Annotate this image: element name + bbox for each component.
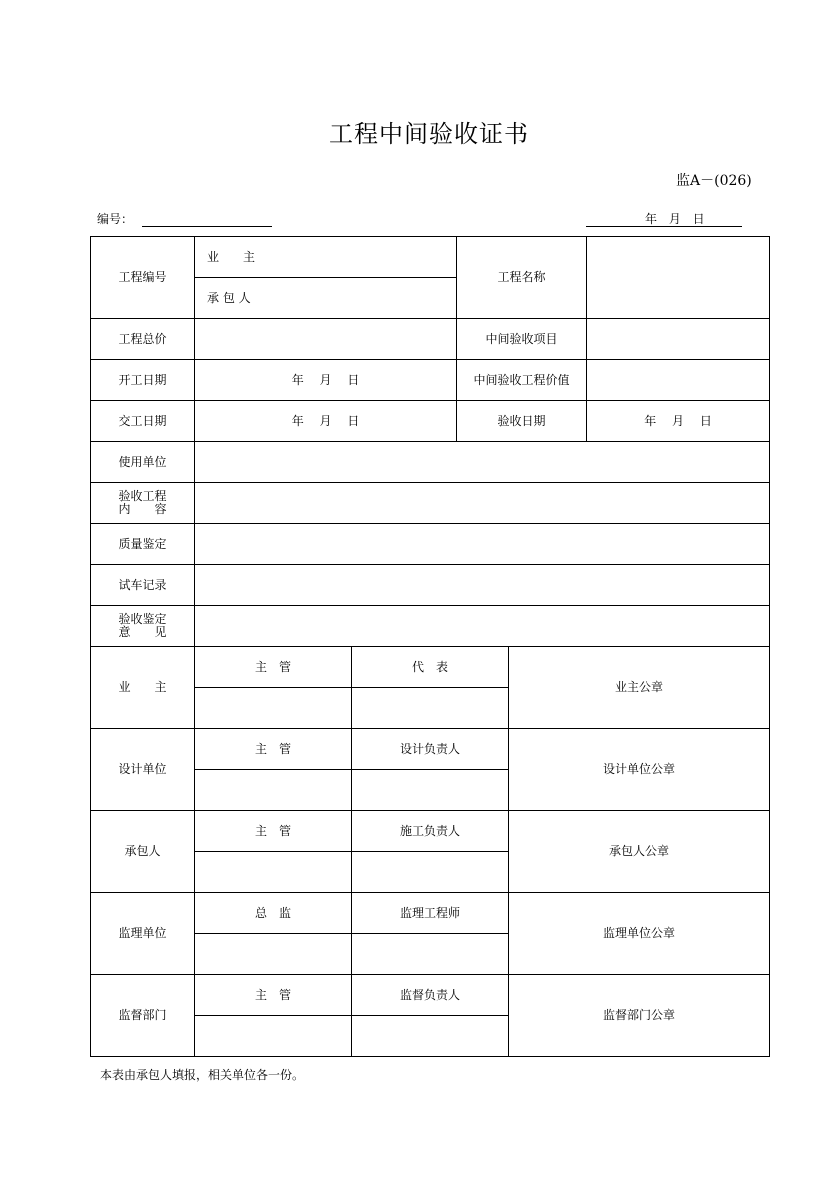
label-user-unit: 使用单位 (91, 442, 195, 483)
contractor-field[interactable]: 承 包 人 (195, 278, 457, 319)
sign-seal: 监督部门公章 (509, 975, 770, 1057)
sign-seal: 业主公章 (509, 647, 770, 729)
label-mid-item: 中间验收项目 (457, 319, 587, 360)
content-value[interactable] (195, 483, 770, 524)
label-project-no: 工程编号 (91, 237, 195, 319)
sign-role1: 主 管 (195, 647, 352, 688)
sign-role1-field[interactable] (195, 770, 352, 811)
sign-role2-field[interactable] (352, 1016, 509, 1057)
sign-role2: 设计负责人 (352, 729, 509, 770)
sign-role1-field[interactable] (195, 1016, 352, 1057)
sign-seal: 设计单位公章 (509, 729, 770, 811)
sign-role1: 主 管 (195, 975, 352, 1016)
label-opinion (91, 606, 195, 647)
sign-role2: 施工负责人 (352, 811, 509, 852)
sign-unit: 监理单位 (91, 893, 195, 975)
sign-role2-field[interactable] (352, 934, 509, 975)
quality-value[interactable] (195, 524, 770, 565)
opinion-line2: 意 见 (118, 625, 167, 639)
sign-role1: 主 管 (195, 811, 352, 852)
sign-role2-field[interactable] (352, 770, 509, 811)
accept-date-value[interactable]: 年 月 日 (587, 401, 770, 442)
number-field[interactable] (142, 226, 272, 227)
footer-note: 本表由承包人填报，相关单位各一份。 (100, 1068, 305, 1082)
start-date-value[interactable]: 年 月 日 (195, 360, 457, 401)
number-label: 编号： (97, 212, 134, 226)
form-code: 监A－(026) (676, 173, 752, 189)
sign-role2-field[interactable] (352, 852, 509, 893)
sign-role1-field[interactable] (195, 688, 352, 729)
mid-value-value[interactable] (587, 360, 770, 401)
total-price-value[interactable] (195, 319, 457, 360)
label-content (91, 483, 195, 524)
finish-date-value[interactable]: 年 月 日 (195, 401, 457, 442)
label-finish-date: 交工日期 (91, 401, 195, 442)
opinion-line1: 验收鉴定 (118, 612, 167, 626)
sign-role1: 总 监 (195, 893, 352, 934)
sign-role2: 监理工程师 (352, 893, 509, 934)
project-name-value[interactable] (587, 237, 770, 319)
header-date: 年 月 日 (645, 212, 705, 226)
date-field[interactable] (586, 226, 742, 227)
sign-unit: 设计单位 (91, 729, 195, 811)
sign-unit: 业 主 (91, 647, 195, 729)
sign-seal: 监理单位公章 (509, 893, 770, 975)
label-mid-value: 中间验收工程价值 (457, 360, 587, 401)
label-trial: 试车记录 (91, 565, 195, 606)
sign-role1-field[interactable] (195, 852, 352, 893)
document-title: 工程中间验收证书 (329, 120, 529, 148)
sign-seal: 承包人公章 (509, 811, 770, 893)
user-unit-value[interactable] (195, 442, 770, 483)
label-project-name: 工程名称 (457, 237, 587, 319)
acceptance-form-table (90, 236, 770, 1057)
content-line2: 内 容 (118, 502, 167, 516)
sign-unit: 承包人 (91, 811, 195, 893)
sign-role2: 代 表 (352, 647, 509, 688)
owner-field[interactable]: 业 主 (195, 237, 457, 278)
sign-role1-field[interactable] (195, 934, 352, 975)
content-line1: 验收工程 (118, 489, 167, 503)
label-start-date: 开工日期 (91, 360, 195, 401)
mid-item-value[interactable] (587, 319, 770, 360)
sign-role2-field[interactable] (352, 688, 509, 729)
sign-role1: 主 管 (195, 729, 352, 770)
label-total-price: 工程总价 (91, 319, 195, 360)
sign-role2: 监督负责人 (352, 975, 509, 1016)
sign-unit: 监督部门 (91, 975, 195, 1057)
opinion-value[interactable] (195, 606, 770, 647)
label-accept-date: 验收日期 (457, 401, 587, 442)
trial-value[interactable] (195, 565, 770, 606)
label-quality: 质量鉴定 (91, 524, 195, 565)
